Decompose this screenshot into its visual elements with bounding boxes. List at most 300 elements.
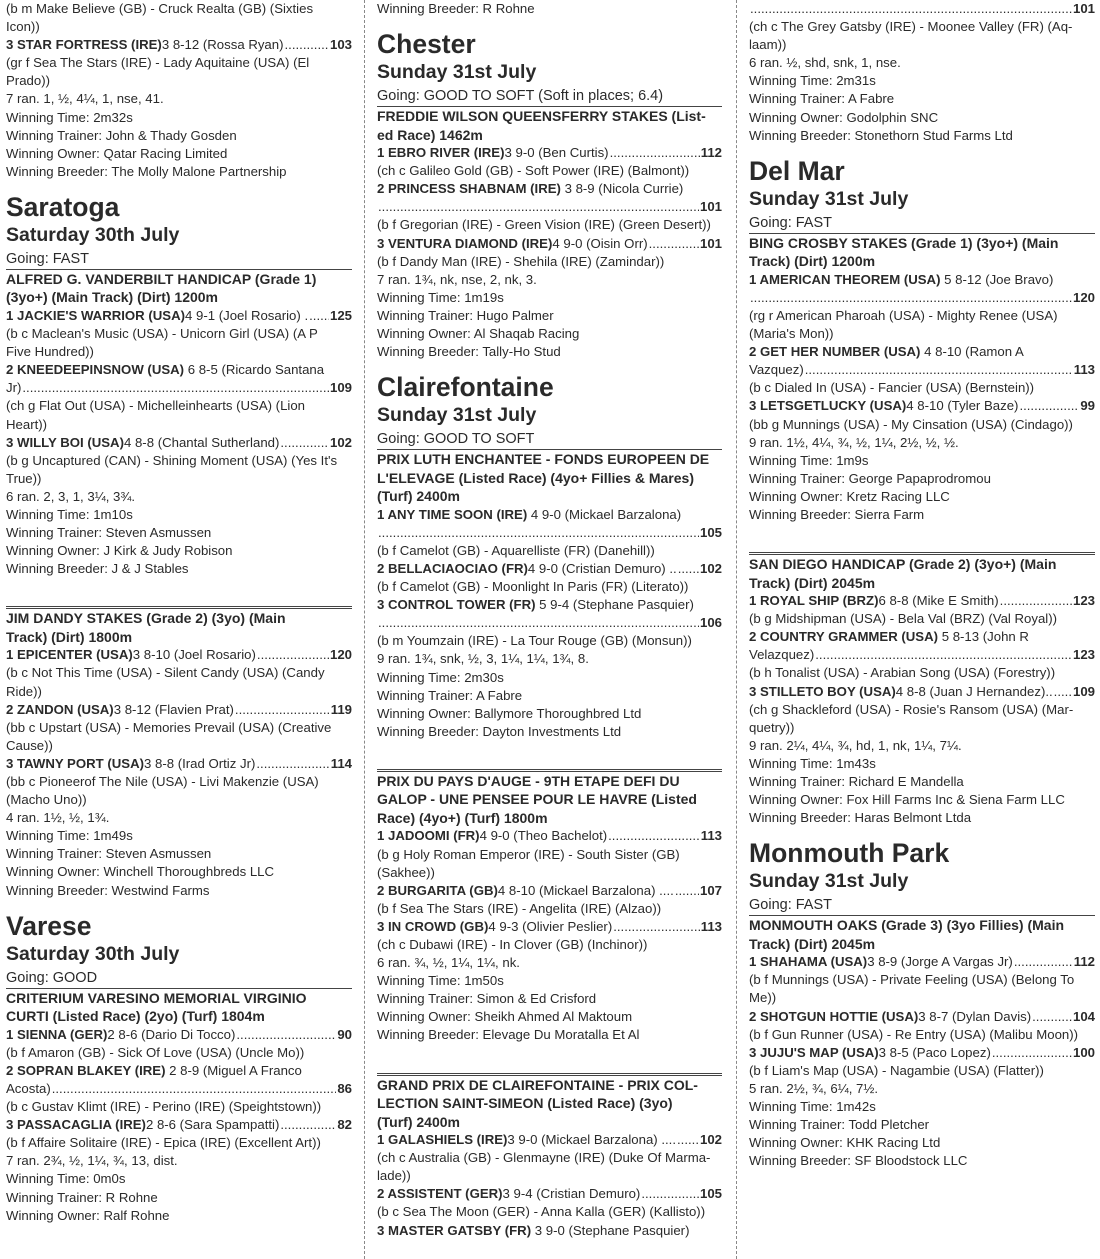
meeting-date: Sunday 31st July xyxy=(377,404,537,427)
breeding-line: (b g Uncaptured (CAN) - Shining Moment (USA) (Yes It's xyxy=(6,452,338,468)
race-info-line: Winning Breeder: Stonethorn Stud Farms Ltd xyxy=(749,127,1013,143)
horse-name: 2 KNEEDEEPINSNOW (USA) xyxy=(6,362,185,378)
placing-continuation xyxy=(377,614,722,632)
race-info-line: 6 ran. ¾, ½, 1¼, 1¼, nk. xyxy=(377,955,520,971)
horse-details: 4 8-8 (Juan J Hernandez).. xyxy=(895,683,1053,699)
results-column-2 xyxy=(377,0,722,1259)
rating-score: 99 xyxy=(1080,398,1095,414)
placing-continuation xyxy=(377,198,722,216)
leader-dots xyxy=(1032,1008,1072,1026)
breeding-line: quetry)) xyxy=(749,719,795,735)
section-rule xyxy=(749,552,1095,553)
placing-h2 xyxy=(749,628,1095,646)
rating-score: 103 xyxy=(329,37,352,53)
leader-dots xyxy=(257,646,329,664)
placing-h1 xyxy=(377,144,722,162)
horse-name: 3 TAWNY PORT (USA) xyxy=(6,755,144,771)
breeding-line: (Maria's Mon)) xyxy=(749,326,834,342)
horse-name: 2 PRINCESS SHABNAM (IRE) xyxy=(377,181,561,197)
rating-score: 102 xyxy=(699,561,722,576)
horse-details: 3 8-7 (Dylan Davis) xyxy=(918,1008,1032,1024)
placing-h1 xyxy=(6,307,352,325)
horse-name: 2 SHOTGUN HOTTIE (USA) xyxy=(749,1008,919,1024)
placing-h3 xyxy=(6,36,352,54)
breeding-line: (b g Midshipman (USA) - Bela Val (BRZ) (Val Royal)) xyxy=(749,611,1058,627)
race-title xyxy=(6,608,352,646)
breeding-line: (ch c Galileo Gold (GB) - Soft Power (IRE) (Balmont)) xyxy=(377,163,690,179)
meeting-date: Sunday 31st July xyxy=(749,187,909,210)
horse-name: 1 SIENNA (GER) xyxy=(6,1026,108,1042)
rating-score: 82 xyxy=(337,1117,352,1133)
horse-details: 2 8-6 (Dario Di Tocco) xyxy=(107,1026,236,1042)
race-info-line: Winning Breeder: Tally-Ho Stud xyxy=(377,344,561,360)
horse-details: 4 9-3 (Olivier Peslier) xyxy=(488,918,613,934)
race-info-line: Winning Breeder: SF Bloodstock LLC xyxy=(749,1153,968,1169)
race-info-line: 9 ran. 1½, 4¼, ¾, ½, 1¼, 2½, ½, ½. xyxy=(749,434,959,450)
horse-details: 3 8-5 (Paco Lopez) xyxy=(878,1044,991,1060)
race-title-line: SAN DIEGO HANDICAP (Grade 2) (3yo+) (Main xyxy=(749,556,1057,573)
horse-details: 4 8-10 (Ramon A xyxy=(920,344,1024,360)
race-title xyxy=(749,233,1095,271)
breeding-line: (b m Make Believe (GB) - Cruck Realta (GB) (Sixties xyxy=(6,1,314,16)
race-title xyxy=(377,106,722,144)
placing-h2 xyxy=(377,1185,722,1203)
race-info-line: Winning Breeder: J & J Stables xyxy=(6,561,189,577)
rating-score: 114 xyxy=(330,755,352,771)
breeding-line: lade)) xyxy=(377,1168,411,1184)
rating-score: 113 xyxy=(700,828,722,844)
race-info-line: Winning Trainer: Richard E Mandella xyxy=(749,774,964,789)
breeding-line: (bb c Upstart (USA) - Memories Prevail (USA) (Creative xyxy=(6,719,332,735)
horse-details: 5 8-12 (Joe Bravo) xyxy=(940,271,1054,287)
leader-dots xyxy=(280,1116,336,1134)
rating-score: 120 xyxy=(329,647,352,663)
race-info-line: Winning Time: 1m19s xyxy=(377,289,504,305)
spacer xyxy=(749,524,1095,536)
horse-name: 2 SOPRAN BLAKEY (IRE) xyxy=(6,1062,166,1078)
horse-details: 4 9-0 (Oisin Orr) xyxy=(552,235,648,251)
placing-h3 xyxy=(377,1222,722,1240)
race-info-line: Winning Owner: Ralf Rohne xyxy=(6,1207,170,1223)
rating-score: 125 xyxy=(329,307,352,323)
breeding-line: (b g Holy Roman Emperor (IRE) - South Sister (GB) xyxy=(377,846,680,862)
race-info-line: 9 ran. 1¾, snk, ½, 3, 1¼, 1¼, 1¾, 8. xyxy=(377,651,589,667)
horse-details: 4 8-10 (Tyler Baze) xyxy=(906,398,1019,414)
race-info-line: 5 ran. 2½, ¾, 6¼, 7½. xyxy=(749,1080,879,1096)
leader-dots xyxy=(378,198,699,216)
leader-dots xyxy=(608,827,700,845)
placing-h2 xyxy=(6,701,352,719)
leader-dots xyxy=(280,434,329,452)
breeding-line: (bb g Munnings (USA) - My Cinsation (USA) (Cindago)) xyxy=(749,416,1073,432)
race-info-line: Winning Trainer: Steven Asmussen xyxy=(6,525,212,541)
leader-dots xyxy=(52,1080,337,1098)
placing-h3 xyxy=(749,1044,1095,1062)
breeding-line: True)) xyxy=(6,470,42,486)
placing-continuation xyxy=(749,361,1095,379)
race-info-line: Winning Time: 1m42s xyxy=(749,1099,876,1115)
rating-score: 104 xyxy=(1072,1008,1095,1024)
placing-h1 xyxy=(749,271,1095,289)
leader-dots xyxy=(815,646,1072,664)
race-info-line: Winning Trainer: Simon & Ed Crisford xyxy=(377,991,597,1007)
breeding-line: (b f Amaron (GB) - Sick Of Love (USA) (Uncle Mo)) xyxy=(6,1044,305,1060)
horse-name: 2 GET HER NUMBER (USA) xyxy=(749,344,921,360)
placing-continuation xyxy=(749,289,1095,307)
race-info-line: Winning Time: 1m50s xyxy=(377,973,504,989)
rating-score: 90 xyxy=(337,1026,352,1042)
leader-dots xyxy=(1019,397,1079,415)
leader-dots xyxy=(641,1185,699,1203)
breeding-line: (b c Maclean's Music (USA) - Unicorn Girl (USA) (A P xyxy=(6,326,318,342)
race-info-line: Winning Owner: Ballymore Thoroughbred Ltd xyxy=(377,705,642,721)
race-title xyxy=(377,449,722,506)
rating-score: 112 xyxy=(1073,954,1095,970)
race-title-line: LECTION SAINT-SIMEON (Listed Race) (3yo) xyxy=(377,1095,673,1112)
breeding-line: (b f Munnings (USA) - Private Feeling (USA) (Belong To xyxy=(749,972,1075,988)
meeting-date: Saturday 30th July xyxy=(6,223,180,246)
race-info-line: Winning Trainer: A Fabre xyxy=(749,91,895,107)
leader-dots xyxy=(285,36,329,54)
race-info-line: Winning Time: 2m32s xyxy=(6,109,133,125)
horse-details: 4 8-10 (Mickael Barzalona) .... xyxy=(497,882,674,898)
horse-details: 3 9-0 (Stephane Pasquier) xyxy=(531,1222,690,1238)
race-title-line: (3yo+) (Main Track) (Dirt) 1200m xyxy=(6,289,219,306)
horse-details: 3 8-12 (Rossa Ryan) xyxy=(161,37,284,53)
race-info-line: Winning Time: 1m43s xyxy=(749,755,876,771)
race-title-line: (Turf) 2400m xyxy=(377,488,460,505)
race-title-line: L'ELEVAGE (Listed Race) (4yo+ Fillies & Mares) xyxy=(377,469,694,486)
placing-h2 xyxy=(6,361,352,379)
breeding-line: (b f Sea The Stars (IRE) - Angelita (IRE) (Alzao)) xyxy=(377,900,662,916)
leader-dots xyxy=(1000,592,1072,610)
race-title-line: CRITERIUM VARESINO MEMORIAL VIRGINIO xyxy=(6,989,307,1006)
horse-name: 3 STAR FORTRESS (IRE) xyxy=(6,37,162,53)
placing-h2 xyxy=(377,882,722,900)
horse-details: Jr) xyxy=(6,380,22,396)
race-info-line: Winning Time: 1m10s xyxy=(6,506,133,522)
placing-h2 xyxy=(377,560,722,578)
horse-name: 3 IN CROWD (GB) xyxy=(377,918,489,934)
rating-score: 123 xyxy=(1072,593,1095,609)
horse-name: 3 CONTROL TOWER (FR) xyxy=(377,597,536,613)
going-text: Going: FAST xyxy=(749,897,833,914)
horse-name: 1 ROYAL SHIP (BRZ) xyxy=(749,593,879,609)
race-info-line: Winning Time: 1m49s xyxy=(6,828,133,844)
horse-details: 3 9-0 (Ben Curtis) xyxy=(504,145,609,161)
horse-name: 3 WILLY BOI (USA) xyxy=(6,434,124,450)
venue-heading: Chester xyxy=(377,29,476,60)
placing-h3 xyxy=(377,596,722,614)
horse-name: 1 EPICENTER (USA) xyxy=(6,647,133,663)
breeding-line: (b f Gregorian (IRE) - Green Vision (IRE) (Green Desert)) xyxy=(377,217,711,233)
horse-name: 1 EBRO RIVER (IRE) xyxy=(377,145,505,161)
spacer xyxy=(377,1045,722,1057)
horse-details: 3 9-0 (Mickael Barzalona) .... xyxy=(507,1132,676,1148)
race-info-line: Winning Breeder: The Molly Malone Partnership xyxy=(6,163,287,179)
going-text: Going: FAST xyxy=(6,250,90,267)
race-title-line: GRAND PRIX DE CLAIREFONTAINE - PRIX COL- xyxy=(377,1076,698,1093)
horse-details: 5 9-4 (Stephane Pasquier) xyxy=(535,597,694,613)
breeding-line: (b c Gustav Klimt (IRE) - Perino (IRE) (Speightstown)) xyxy=(6,1099,322,1115)
leader-dots xyxy=(378,524,699,542)
race-title xyxy=(749,554,1095,592)
race-title xyxy=(377,1075,722,1132)
race-info-line: Winning Trainer: Steven Asmussen xyxy=(6,846,212,862)
race-title-line: Track) (Dirt) 2045m xyxy=(749,935,876,952)
rating-score: 105 xyxy=(699,1186,722,1202)
meeting-date: Saturday 30th July xyxy=(6,942,180,965)
placing-h2 xyxy=(749,343,1095,361)
race-info-line: Winning Owner: J Kirk & Judy Robison xyxy=(6,543,233,559)
rating-score: 102 xyxy=(329,434,352,450)
horse-name: 1 AMERICAN THEOREM (USA) xyxy=(749,271,941,287)
rating-score: 101 xyxy=(699,235,722,251)
race-title-line: (Turf) 2400m xyxy=(377,1113,460,1130)
breeding-line: (b c Dialed In (USA) - Fancier (USA) (Bernstein)) xyxy=(749,380,1035,396)
section-rule xyxy=(377,1073,722,1074)
breeding-line: (Sakhee)) xyxy=(377,864,435,880)
rating-score: 105 xyxy=(699,524,722,540)
horse-details: 3 8-9 (Nicola Currie) xyxy=(560,181,684,197)
placing-h1 xyxy=(749,592,1095,610)
race-info-line: Winning Breeder: Haras Belmont Ltda xyxy=(749,810,972,826)
race-title xyxy=(377,771,722,828)
rating-score: 101 xyxy=(699,199,722,215)
breeding-line: Ride)) xyxy=(6,683,42,699)
rating-score: 102 xyxy=(699,1132,722,1148)
leader-dots xyxy=(1014,953,1073,971)
horse-name: 3 STILLETO BOY (USA) xyxy=(749,683,896,699)
breeding-line: (b f Camelot (GB) - Moonlight In Paris (FR) (Literato)) xyxy=(377,579,689,595)
horse-details: 6 8-8 (Mike E Smith) xyxy=(878,593,999,609)
breeding-line: (b f Gun Runner (USA) - Re Entry (USA) (Malibu Moon)) xyxy=(749,1026,1079,1042)
race-title-line: GALOP - UNE PENSEE POUR LE HAVRE (Listed xyxy=(377,791,697,808)
horse-name: 3 JUJU'S MAP (USA) xyxy=(749,1044,879,1060)
placing-h2 xyxy=(6,1062,352,1080)
results-column-3 xyxy=(749,0,1095,1259)
rating-score: 112 xyxy=(700,145,722,161)
race-info-line: Winning Owner: KHK Racing Ltd xyxy=(749,1135,941,1151)
going-text: Going: FAST xyxy=(749,214,833,231)
horse-details: 3 9-4 (Cristian Demuro) xyxy=(502,1186,641,1202)
placing-continuation xyxy=(377,524,722,542)
race-info-line: Winning Breeder: Sierra Farm xyxy=(749,506,925,522)
race-info-line: Winning Time: 2m31s xyxy=(749,73,876,89)
horse-name: 1 SHAHAMA (USA) xyxy=(749,954,868,970)
breeding-line: (b c Not This Time (USA) - Silent Candy (USA) (Candy xyxy=(6,665,325,681)
rating-score: 109 xyxy=(329,380,352,396)
race-title-line: FREDDIE WILSON QUEENSFERRY STAKES (List- xyxy=(377,108,706,125)
breeding-line: (b f Affaire Solitaire (IRE) - Epica (IRE) (Excellent Art)) xyxy=(6,1135,321,1151)
race-title xyxy=(749,915,1095,953)
race-info-line: 7 ran. 1¾, nk, nse, 2, nk, 3. xyxy=(377,271,537,287)
rating-score: 123 xyxy=(1072,647,1095,663)
rating-score: 107 xyxy=(699,882,722,898)
leader-dots xyxy=(992,1044,1072,1062)
race-info-line: Winning Breeder: Elevage Du Moratalla Et Al xyxy=(377,1027,640,1043)
race-info-line: Prado)) xyxy=(6,73,50,89)
race-title xyxy=(6,269,352,307)
going-text: Going: GOOD TO SOFT xyxy=(377,431,535,448)
spacer xyxy=(6,578,352,590)
horse-name: 3 VENTURA DIAMOND (IRE) xyxy=(377,235,553,251)
race-title-line: Track) (Dirt) 1200m xyxy=(749,253,876,270)
horse-details: 4 9-1 (Joel Rosario) . xyxy=(184,307,309,323)
leader-dots xyxy=(677,1131,699,1149)
placing-h1 xyxy=(377,827,722,845)
leader-dots xyxy=(235,701,330,719)
race-info-line: Winning Owner: Kretz Racing LLC xyxy=(749,488,950,504)
race-title-line: JIM DANDY STAKES (Grade 2) (3yo) (Main xyxy=(6,610,286,627)
horse-details: 6 8-5 (Ricardo Santana xyxy=(184,362,325,378)
horse-details: Acosta) xyxy=(6,1080,51,1096)
race-title-line: ALFRED G. VANDERBILT HANDICAP (Grade 1) xyxy=(6,270,317,287)
horse-name: 3 PASSACAGLIA (IRE) xyxy=(6,1117,146,1133)
placing-h3 xyxy=(377,918,722,936)
rating-score: 86 xyxy=(337,1080,352,1096)
breeding-line: Cause)) xyxy=(6,737,53,753)
rating-score: 101 xyxy=(1072,1,1095,16)
breeding-line: (rg r American Pharoah (USA) - Mighty Renee (USA) xyxy=(749,307,1058,323)
race-info-line: Winning Trainer: John & Thady Gosden xyxy=(6,127,237,143)
horse-details: 4 9-0 (Cristian Demuro) .. xyxy=(527,561,677,576)
placing-h1 xyxy=(377,506,722,524)
race-title-line: MONMOUTH OAKS (Grade 3) (3yo Fillies) (Main xyxy=(749,917,1065,934)
section-rule xyxy=(6,606,352,607)
leader-dots xyxy=(750,289,1072,307)
breeding-line: (ch c Dubawi (IRE) - In Clover (GB) (Inchinor)) xyxy=(377,937,648,952)
horse-name: 2 ASSISTENT (GER) xyxy=(377,1186,503,1202)
placing-h2 xyxy=(377,180,722,198)
horse-name: 1 JADOOMI (FR) xyxy=(377,828,480,844)
horse-details: Vazquez) xyxy=(749,362,804,378)
race-info-line: Winning Owner: Sheikh Ahmed Al Maktoum xyxy=(377,1009,633,1025)
horse-details: Velazquez) xyxy=(749,647,815,663)
rating-score: 106 xyxy=(699,615,722,631)
breeding-line: (ch c Australia (GB) - Glenmayne (IRE) (Duke Of Marma- xyxy=(377,1150,711,1166)
race-info-line: laam)) xyxy=(749,37,787,53)
horse-details: 3 8-12 (Flavien Prat) xyxy=(113,701,234,717)
leader-dots xyxy=(1054,683,1072,701)
breeding-line: Me)) xyxy=(749,990,777,1006)
race-info-line: 7 ran. 2¾, ½, 1¼, ¾, 13, dist. xyxy=(6,1153,178,1169)
column-divider xyxy=(364,0,365,1259)
race-info-line: Winning Trainer: Todd Pletcher xyxy=(749,1117,930,1133)
race-title-line: ed Race) 1462m xyxy=(377,126,483,143)
breeding-line: (b m Youmzain (IRE) - La Tour Rouge (GB) (Monsun)) xyxy=(377,633,692,649)
race-title-line: PRIX DU PAYS D'AUGE - 9TH ETAPE DEFI DU xyxy=(377,772,680,789)
meeting-date: Sunday 31st July xyxy=(377,61,537,84)
placing-h3 xyxy=(749,397,1095,415)
horse-details: 3 8-10 (Joel Rosario) xyxy=(132,647,256,663)
breeding-line: (bb c Pioneerof The Nile (USA) - Livi Makenzie (USA) xyxy=(6,774,319,789)
leader-dots xyxy=(675,882,699,900)
race-info-line: Winning Breeder: Westwind Farms xyxy=(6,882,210,898)
leader-dots xyxy=(236,1026,336,1044)
placing-h3 xyxy=(749,683,1095,701)
breeding-line: (Macho Uno)) xyxy=(6,792,87,808)
race-info-line: Winning Trainer: A Fabre xyxy=(377,687,523,703)
breeding-line: Icon)) xyxy=(6,19,40,35)
race-info-line: Winning Time: 2m30s xyxy=(377,669,504,685)
horse-details: 5 8-13 (John R xyxy=(938,629,1029,645)
horse-details: 3 8-9 (Jorge A Vargas Jr) xyxy=(867,954,1013,970)
venue-heading: Varese xyxy=(6,910,92,941)
race-info-line: Winning Breeder: Dayton Investments Ltd xyxy=(377,723,622,739)
leader-dots xyxy=(678,560,699,578)
column-divider xyxy=(736,0,737,1259)
placing-h3 xyxy=(6,755,352,773)
placing-h1 xyxy=(749,953,1095,971)
leader-dots xyxy=(649,235,699,253)
placing-continuation xyxy=(749,0,1095,18)
horse-details: 2 8-6 (Sara Spampatti) xyxy=(145,1117,280,1133)
leader-dots xyxy=(22,379,329,397)
breeding-line: (ch g Shackleford (USA) - Rosie's Ransom (USA) (Mar- xyxy=(749,701,1074,717)
venue-heading: Del Mar xyxy=(749,155,845,186)
leader-dots xyxy=(610,144,700,162)
placing-continuation xyxy=(6,1080,352,1098)
rating-score: 120 xyxy=(1072,289,1095,305)
race-title-line: Track) (Dirt) 1800m xyxy=(6,628,133,645)
breeding-line: Five Hundred)) xyxy=(6,344,94,360)
horse-name: 2 BURGARITA (GB) xyxy=(377,882,498,898)
breeding-line: (b f Liam's Map (USA) - Nagambie (USA) (Flatter)) xyxy=(749,1062,1044,1078)
rating-score: 109 xyxy=(1072,683,1095,699)
horse-details: 4 9-0 (Theo Bachelot) xyxy=(479,828,608,844)
race-info-line: Winning Owner: Al Shaqab Racing xyxy=(377,326,580,342)
rating-score: 113 xyxy=(700,918,722,934)
section-rule xyxy=(377,769,722,770)
placing-h1 xyxy=(377,1131,722,1149)
breeding-line: (ch g Flat Out (USA) - Michelleinhearts (USA) (Lion xyxy=(6,398,306,414)
rating-score: 119 xyxy=(330,701,352,717)
placing-h1 xyxy=(6,646,352,664)
placing-continuation xyxy=(749,646,1095,664)
horse-name: 2 BELLACIAOCIAO (FR) xyxy=(377,561,528,576)
race-info-line: (ch c The Grey Gatsby (IRE) - Moonee Valley (FR) (Aq- xyxy=(749,19,1073,35)
venue-heading: Saratoga xyxy=(6,191,120,222)
placing-continuation xyxy=(6,379,352,397)
race-info-line: 7 ran. 1, ½, 4¼, 1, nse, 41. xyxy=(6,91,164,107)
placing-h3 xyxy=(6,1116,352,1134)
race-info-line: Winning Trainer: Hugo Palmer xyxy=(377,307,554,323)
race-info-line: Winning Owner: Godolphin SNC xyxy=(749,109,939,125)
horse-details: 4 8-8 (Chantal Sutherland) xyxy=(123,434,280,450)
breeding-line: (b f Dandy Man (IRE) - Shehila (IRE) (Zamindar)) xyxy=(377,253,665,269)
going-text: Going: GOOD xyxy=(6,969,98,986)
leader-dots xyxy=(378,614,699,632)
rating-score: 113 xyxy=(1073,362,1095,378)
horse-name: 1 ANY TIME SOON (IRE) xyxy=(377,506,528,522)
race-info-line: Winning Trainer: George Papaprodromou xyxy=(749,470,991,486)
leader-dots xyxy=(613,918,700,936)
breeding-line: Heart)) xyxy=(6,416,48,432)
race-info-line: 6 ran. ½, shd, snk, 1, nse. xyxy=(749,55,901,71)
race-info-line: Winning Trainer: R Rohne xyxy=(6,1189,158,1205)
placing-h2 xyxy=(749,1008,1095,1026)
venue-heading: Monmouth Park xyxy=(749,838,950,869)
horse-name: 3 LETSGETLUCKY (USA) xyxy=(749,398,907,414)
race-info-line: 9 ran. 2¼, 4¼, ¾, hd, 1, nk, 1¼, 7¼. xyxy=(749,737,962,753)
horse-name: 2 ZANDON (USA) xyxy=(6,701,114,717)
placing-h3 xyxy=(6,434,352,452)
horse-name: 2 COUNTRY GRAMMER (USA) xyxy=(749,629,939,645)
race-info-line: Winning Breeder: R Rohne xyxy=(377,1,535,16)
horse-name: 3 MASTER GATSBY (FR) xyxy=(377,1222,532,1238)
race-title-line: Track) (Dirt) 2045m xyxy=(749,574,876,591)
